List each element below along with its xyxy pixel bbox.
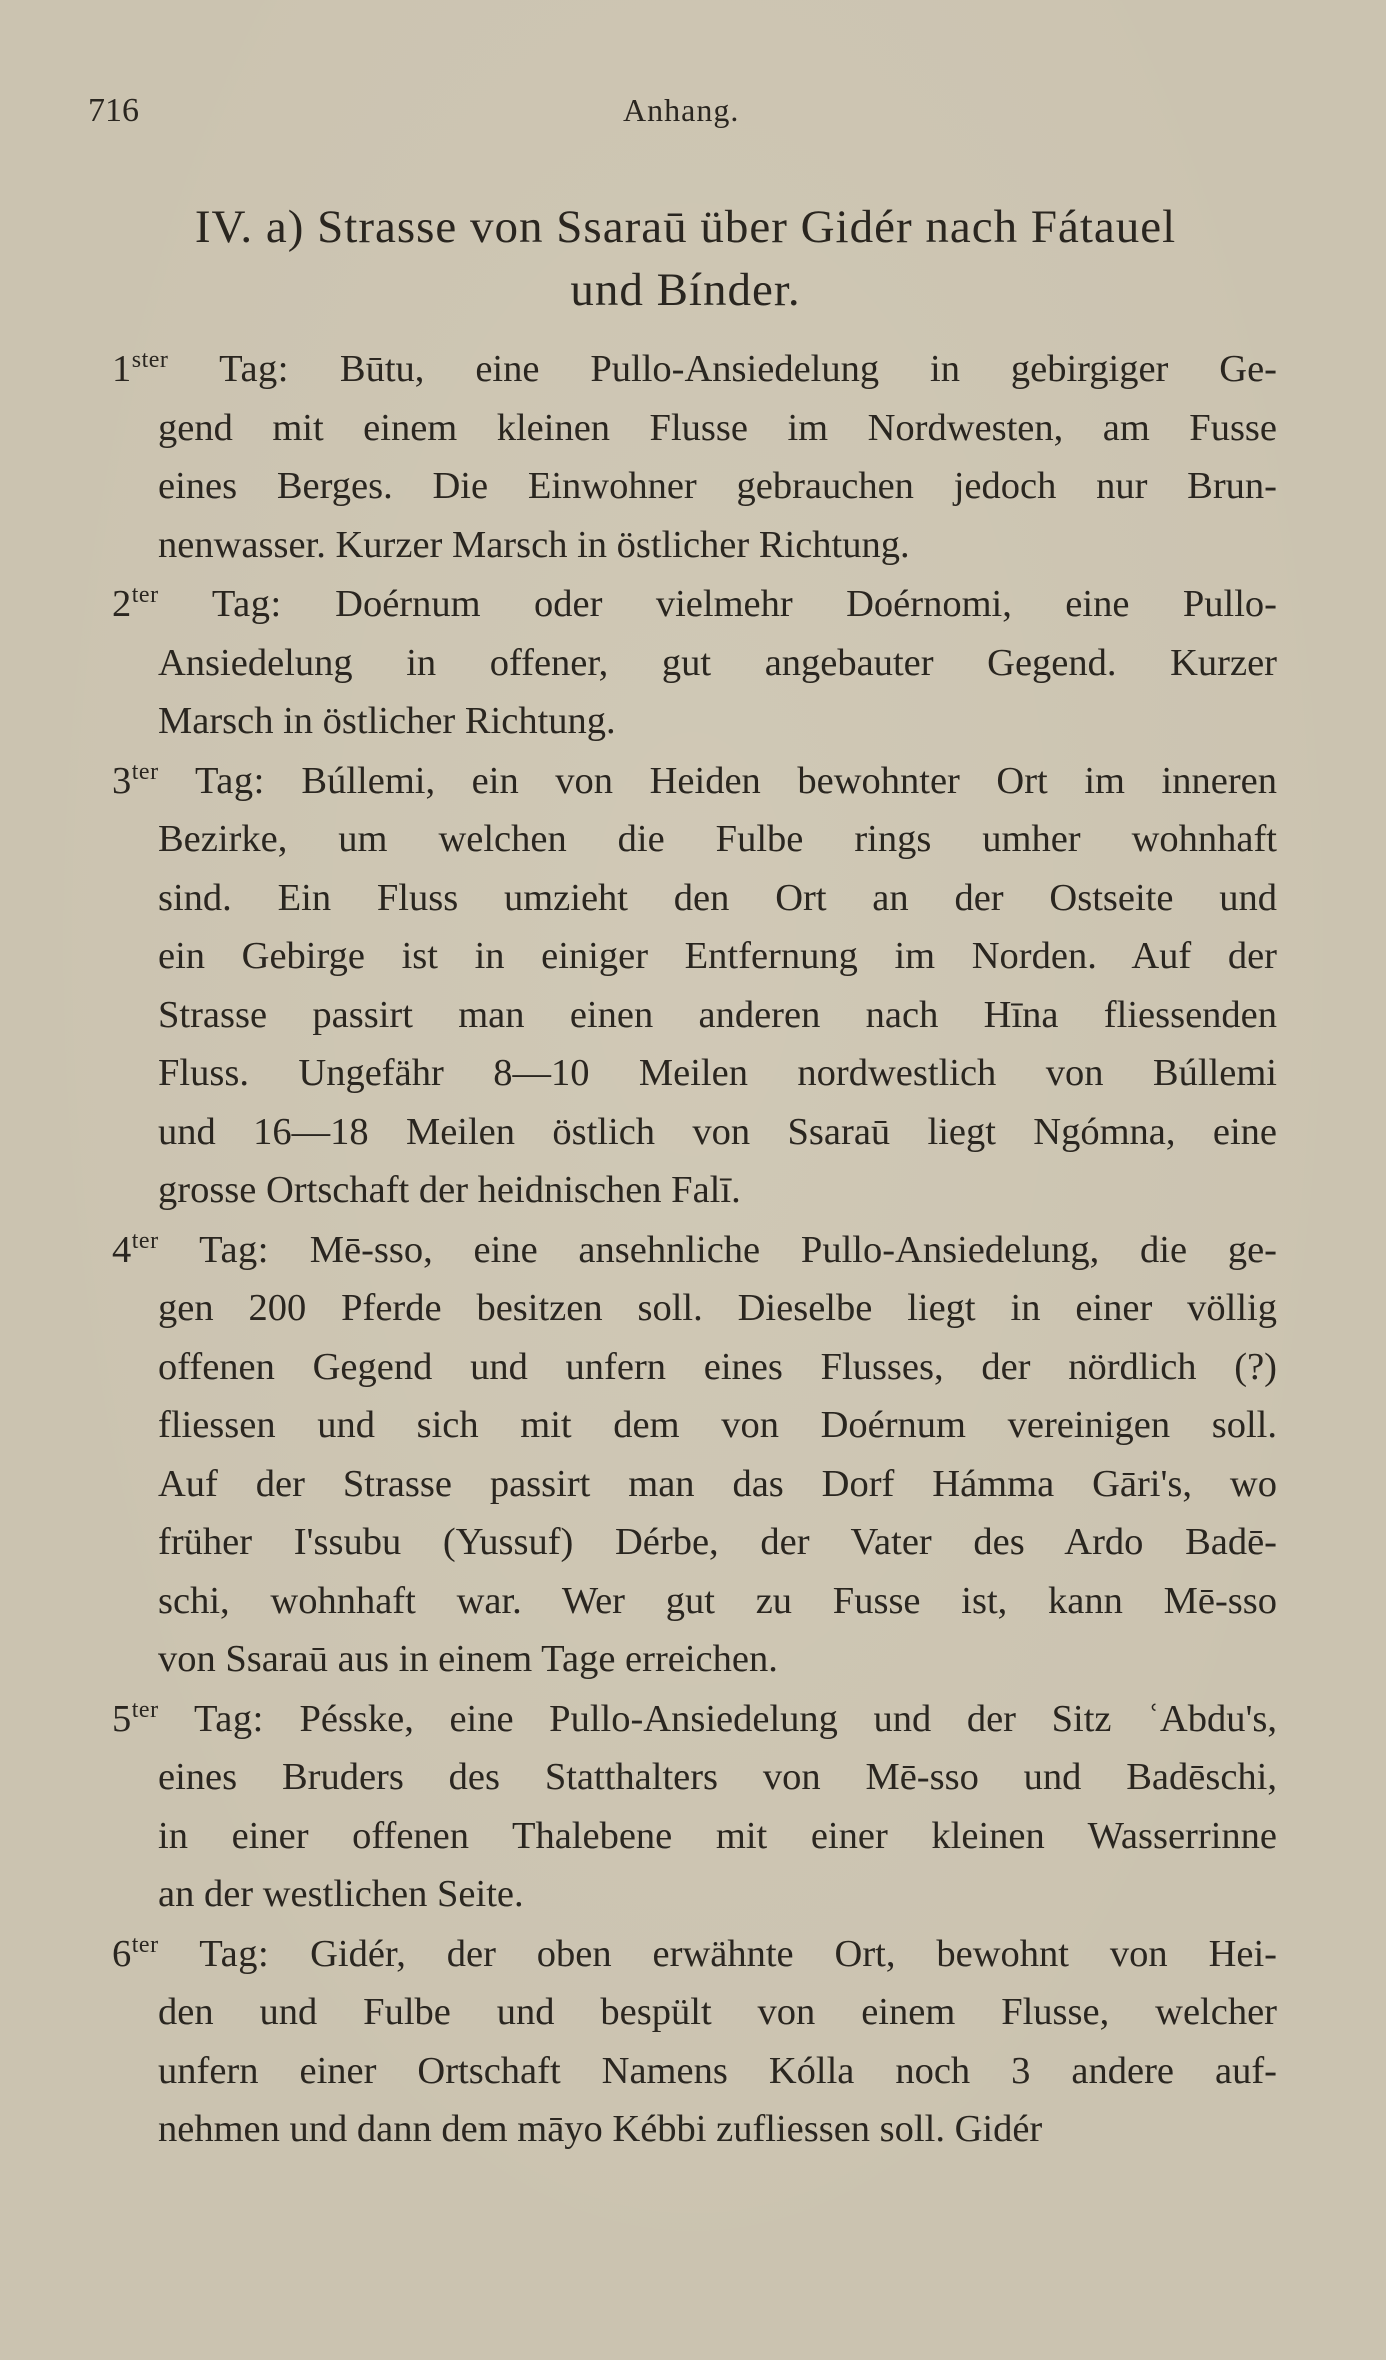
line-text: Pésske, eine Pullo-Ansiedelung und der Sitz ʿAbdu's, — [299, 1697, 1277, 1740]
text-line — [158, 1983, 1277, 2042]
text-line — [112, 1690, 1277, 1749]
day-ordinal-suffix: ter — [131, 582, 159, 608]
day-number: 5 — [112, 1697, 132, 1740]
text-line — [158, 869, 1277, 928]
page-number: 716 — [88, 92, 139, 129]
line-text: früher I'ssubu (Yussuf) Dérbe, der Vater des Ardo Badē- — [158, 1521, 1277, 1563]
day-word: Tag: — [199, 1932, 270, 1975]
day-word: Tag: — [193, 1697, 264, 1740]
text-line — [158, 1630, 1277, 1689]
day-number: 3 — [112, 759, 132, 802]
day-number: 2 — [112, 583, 132, 625]
itinerary-entries — [112, 340, 1277, 2160]
line-text: Strasse passirt man einen anderen nach Hīna fliessenden — [158, 993, 1277, 1036]
day-entry — [112, 1221, 1277, 1689]
text-line — [158, 634, 1277, 693]
text-line — [112, 1221, 1277, 1280]
day-word: Tag: — [194, 759, 265, 802]
line-text: fliessen und sich mit dem von Doérnum vereinigen soll. — [158, 1404, 1277, 1446]
section-heading-line: IV. a) Strasse von Ssaraū über Gidér nach Fátauel — [194, 201, 1177, 253]
text-line — [158, 1396, 1277, 1455]
day-ordinal-suffix: ster — [131, 347, 169, 373]
text-line — [158, 692, 1277, 751]
line-text: Fluss. Ungefähr 8—10 Meilen nordwestlich von Búllemi — [158, 1052, 1277, 1094]
section-heading-line: und Bínder. — [570, 264, 801, 316]
text-line — [158, 1865, 1277, 1924]
day-entry — [112, 1690, 1277, 1924]
text-line — [158, 1513, 1277, 1572]
text-line — [158, 986, 1277, 1045]
text-line — [158, 1807, 1277, 1866]
line-text: Búllemi, ein von Heiden bewohnter Ort im inneren — [301, 759, 1277, 802]
day-label — [112, 348, 289, 390]
text-line — [158, 1572, 1277, 1631]
line-text: ein Gebirge ist in einiger Entfernung im Norden. Auf der — [158, 935, 1277, 977]
day-entry — [112, 575, 1277, 751]
day-number: 1 — [112, 348, 132, 390]
text-line — [112, 1925, 1277, 1984]
text-line — [158, 927, 1277, 986]
text-line — [158, 1748, 1277, 1807]
day-number: 4 — [112, 1228, 132, 1271]
line-text: eines Bruders des Statthalters von Mē-sso und Badēschi, — [158, 1756, 1277, 1798]
line-text: Ansiedelung in offener, gut angebauter Gegend. Kurzer — [158, 641, 1277, 684]
text-line — [112, 575, 1277, 634]
line-text: schi, wohnhaft war. Wer gut zu Fusse ist, kann Mē-sso — [158, 1579, 1277, 1622]
line-text: Gidér, der oben erwähnte Ort, bewohnt von Hei- — [310, 1932, 1277, 1975]
day-number: 6 — [112, 1932, 132, 1975]
day-label — [112, 1698, 264, 1740]
day-ordinal-suffix: ter — [131, 1696, 159, 1723]
text-line — [158, 2042, 1277, 2101]
running-head — [88, 92, 1278, 132]
text-line — [158, 1279, 1277, 1338]
line-text: in einer offenen Thalebene mit einer kleinen Wasserrinne — [158, 1814, 1277, 1857]
line-text: den und Fulbe und bespült von einem Flusse, welcher — [158, 1991, 1277, 2033]
line-text: an der westlichen Seite. — [158, 1873, 524, 1915]
line-text: sind. Ein Fluss umzieht den Ort an der Ostseite und — [158, 876, 1277, 919]
day-entry — [112, 752, 1277, 1220]
line-text: eines Berges. Die Einwohner gebrauchen jedoch nur Brun- — [158, 465, 1277, 507]
text-line — [158, 2100, 1277, 2159]
line-text: gen 200 Pferde besitzen soll. Dieselbe liegt in einer völlig — [158, 1287, 1277, 1329]
line-text: Doérnum oder vielmehr Doérnomi, eine Pullo- — [335, 583, 1277, 625]
line-text: Bezirke, um welchen die Fulbe rings umher wohnhaft — [158, 818, 1277, 860]
day-word: Tag: — [219, 348, 289, 390]
text-line — [158, 1338, 1277, 1397]
line-text: und 16—18 Meilen östlich von Ssaraū liegt Ngómna, eine — [158, 1110, 1277, 1153]
text-line — [158, 1044, 1277, 1103]
day-ordinal-suffix: ter — [131, 758, 159, 785]
line-text: Auf der Strasse passirt man das Dorf Hámma Gāri's, wo — [158, 1462, 1277, 1505]
line-text: nenwasser. Kurzer Marsch in östlicher Richtung. — [158, 523, 910, 566]
text-line — [158, 810, 1277, 869]
day-word: Tag: — [211, 583, 282, 625]
text-line — [112, 340, 1277, 399]
text-line — [158, 457, 1277, 516]
line-text: von Ssaraū aus in einem Tage erreichen. — [158, 1638, 778, 1680]
text-line — [158, 516, 1277, 575]
line-text: gend mit einem kleinen Flusse im Nordwesten, am Fusse — [158, 406, 1277, 449]
day-entry — [112, 340, 1277, 574]
line-text: grosse Ortschaft der heidnischen Falī. — [158, 1169, 741, 1211]
section-heading — [88, 196, 1283, 322]
day-label — [112, 760, 265, 802]
text-line — [112, 752, 1277, 811]
day-label — [112, 583, 282, 625]
running-title: Anhang. — [623, 92, 740, 128]
day-label — [112, 1933, 269, 1975]
line-text: Marsch in östlicher Richtung. — [158, 700, 616, 742]
text-line — [158, 1455, 1277, 1514]
text-line — [158, 399, 1277, 458]
line-text: nehmen und dann dem māyo Kébbi zufliessen soll. Gidér — [158, 2108, 1043, 2150]
line-text: offenen Gegend und unfern eines Flusses, der nördlich (?) — [158, 1345, 1277, 1388]
day-word: Tag: — [199, 1228, 270, 1271]
day-ordinal-suffix: ter — [131, 1227, 159, 1254]
text-line — [158, 1103, 1277, 1162]
line-text: unfern einer Ortschaft Namens Kólla noch 3 andere auf- — [158, 2049, 1277, 2092]
line-text: Būtu, eine Pullo-Ansiedelung in gebirgiger Ge- — [339, 348, 1278, 390]
day-label — [112, 1229, 269, 1271]
day-entry — [112, 1925, 1277, 2159]
line-text: Mē-sso, eine ansehnliche Pullo-Ansiedelung, die ge- — [309, 1228, 1277, 1271]
text-line — [158, 1161, 1277, 1220]
day-ordinal-suffix: ter — [131, 1931, 159, 1958]
